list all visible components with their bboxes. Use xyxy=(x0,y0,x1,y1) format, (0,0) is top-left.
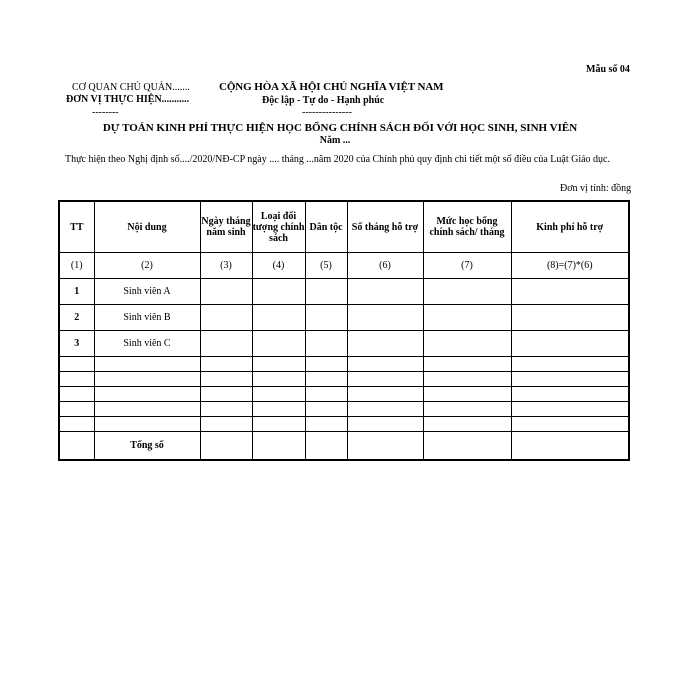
empty-cell xyxy=(423,305,511,331)
col-header-tt: TT xyxy=(59,201,94,253)
governing-agency: CƠ QUAN CHỦ QUẢN....... xyxy=(72,82,190,93)
empty-cell xyxy=(200,279,252,305)
table-row xyxy=(59,305,629,331)
empty-cell xyxy=(305,331,347,357)
right-divider: --------------- xyxy=(302,107,352,118)
total-row xyxy=(59,432,629,461)
implementing-unit: ĐƠN VỊ THỰC HIỆN........... xyxy=(66,94,190,105)
empty-cell xyxy=(511,432,629,461)
form-number: Mẫu số 04 xyxy=(586,64,630,75)
col-header-birthdate: Ngày tháng năm sinh xyxy=(200,201,252,253)
blank-row xyxy=(59,387,629,402)
empty-cell xyxy=(59,432,94,461)
col-header-months: Số tháng hỗ trợ xyxy=(347,201,423,253)
row-number: 2 xyxy=(59,305,94,331)
total-label: Tổng số xyxy=(94,432,200,461)
empty-cell xyxy=(252,432,305,461)
numbering-cell: (1) xyxy=(59,253,94,279)
row-content: Sinh viên A xyxy=(94,279,200,305)
empty-cell xyxy=(305,432,347,461)
left-divider: -------- xyxy=(92,107,119,118)
empty-cell xyxy=(511,305,629,331)
empty-cell xyxy=(200,432,252,461)
empty-cell xyxy=(305,305,347,331)
empty-cell xyxy=(511,331,629,357)
blank-row xyxy=(59,417,629,432)
row-content: Sinh viên B xyxy=(94,305,200,331)
empty-cell xyxy=(305,279,347,305)
empty-cell xyxy=(423,331,511,357)
row-content: Sinh viên C xyxy=(94,331,200,357)
numbering-cell: (6) xyxy=(347,253,423,279)
empty-cell xyxy=(200,305,252,331)
document-title: DỰ TOÁN KINH PHÍ THỰC HIỆN HỌC BỔNG CHÍNH SÁCH ĐỐI VỚI HỌC SINH, SINH VIÊN xyxy=(102,122,578,134)
numbering-cell: (4) xyxy=(252,253,305,279)
numbering-cell: (2) xyxy=(94,253,200,279)
table-row xyxy=(59,331,629,357)
blank-row xyxy=(59,372,629,387)
empty-cell xyxy=(200,331,252,357)
empty-cell xyxy=(511,279,629,305)
blank-row xyxy=(59,357,629,372)
currency-unit-note: Đơn vị tính: đồng xyxy=(560,183,632,194)
col-header-ethnicity: Dân tộc xyxy=(305,201,347,253)
header-row xyxy=(59,201,629,253)
empty-cell xyxy=(423,432,511,461)
empty-cell xyxy=(252,305,305,331)
empty-cell xyxy=(347,331,423,357)
empty-cell xyxy=(252,331,305,357)
blank-row xyxy=(59,402,629,417)
numbering-cell: (3) xyxy=(200,253,252,279)
national-motto: Độc lập - Tự do - Hạnh phúc xyxy=(262,95,385,106)
republic-name: CỘNG HÒA XÃ HỘI CHỦ NGHĨA VIỆT NAM xyxy=(219,81,444,93)
numbering-cell: (7) xyxy=(423,253,511,279)
numbering-row xyxy=(59,253,629,279)
row-number: 1 xyxy=(59,279,94,305)
table-row xyxy=(59,279,629,305)
year-line: Năm ... xyxy=(319,135,351,146)
intro-paragraph: Thực hiện theo Nghị định số..../2020/NĐ-CP ngày .... tháng ...năm 2020 của Chính phủ quy định chi tiết một số điều của Luật Giáo dục. xyxy=(65,154,610,165)
empty-cell xyxy=(423,279,511,305)
numbering-cell: (5) xyxy=(305,253,347,279)
empty-cell xyxy=(347,279,423,305)
row-number: 3 xyxy=(59,331,94,357)
empty-cell xyxy=(347,432,423,461)
col-header-content: Nội dung xyxy=(94,201,200,253)
col-header-policy-type: Loại đối tượng chính sách xyxy=(252,201,305,253)
empty-cell xyxy=(347,305,423,331)
numbering-cell: (8)=(7)*(6) xyxy=(511,253,629,279)
col-header-monthly-rate: Mức học bổng chính sách/ tháng xyxy=(423,201,511,253)
col-header-funding: Kinh phí hỗ trợ xyxy=(511,201,629,253)
empty-cell xyxy=(252,279,305,305)
budget-table xyxy=(58,200,630,461)
